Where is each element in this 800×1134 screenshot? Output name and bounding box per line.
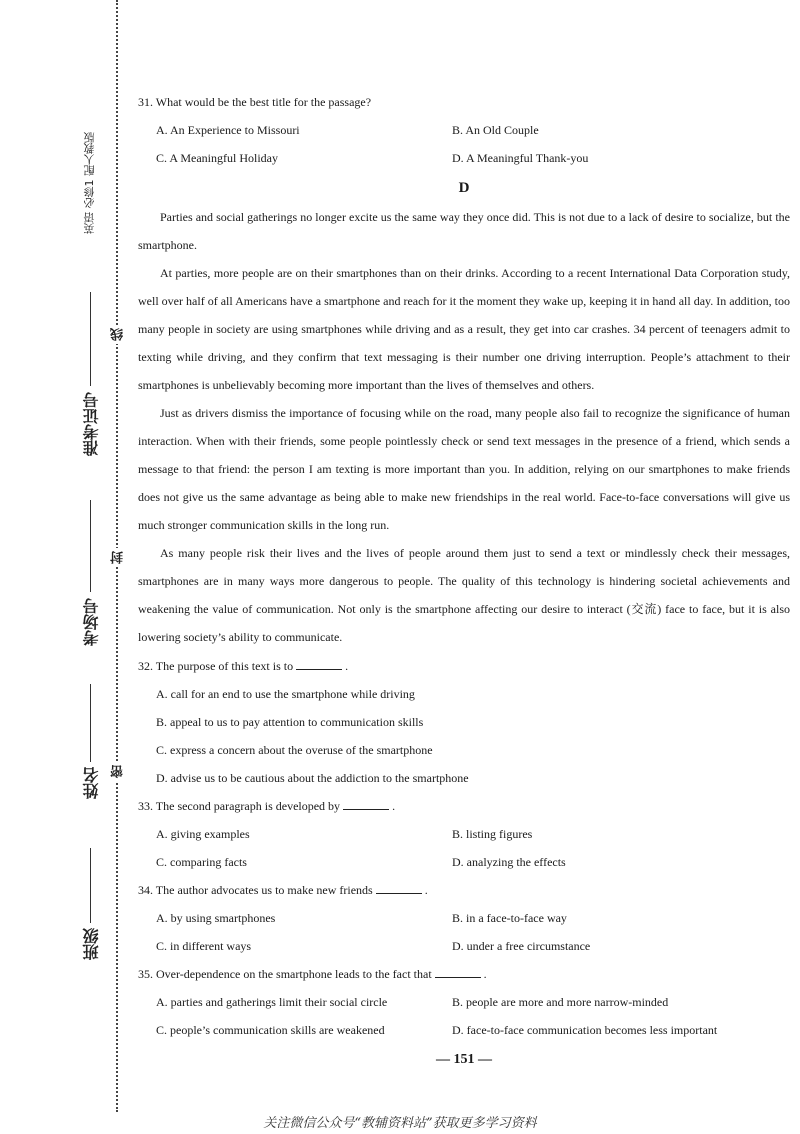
passage-paragraph-2: At parties, more people are on their smartphones than on their drinks. According to a recent International Data Corporation study, well over half of all Americans have a smartphone and reach for it the moment they wake up, keeping it in hand all day. In addition, too many people in society are using smartphones while driving and as a result, they get into car crashes. 34 percent of teenagers admit to texting while driving, and they confirm that text messaging is their number one driving interruption. People’s attachment to their smartphones is unbelievably becoming more important than the lives of themselves and others.: [138, 266, 790, 392]
q31-option-c: C. A Meaningful Holiday: [156, 151, 278, 165]
q31-stem: 31. What would be the best title for the passage?: [138, 95, 372, 109]
passage-paragraph-3: Just as drivers dismiss the importance of focusing while on the road, many people also fail to recognize the significance of human interaction. When with their friends, some people pointlessly check or send text messages in the presence of a friend, which sends a message to that friend: the person I am texting is more important than you. In addition, relying on our smartphones to make friends does not give us the same advantage as being able to make new friendships in the real world. Face-to-face conversations will give us much stronger communication skills in the long run.: [138, 406, 790, 532]
q34-option-b: B. in a face-to-face way: [452, 911, 567, 925]
q32-option-b: B. appeal to us to pay attention to communication skills: [156, 715, 424, 729]
answer-blank: [343, 799, 389, 810]
q35-option-b: B. people are more and more narrow-minded: [452, 995, 669, 1009]
q33-option-d: D. analyzing the effects: [452, 855, 566, 869]
page-number: — 151 —: [436, 1052, 492, 1067]
q32-option-d: D. advise us to be cautious about the addiction to the smartphone: [156, 771, 469, 785]
answer-blank: [435, 967, 481, 978]
q31-option-d: D. A Meaningful Thank-you: [452, 151, 589, 165]
seal-mark-mi: 密: [109, 762, 128, 781]
q32-option-c: C. express a concern about the overuse of the smartphone: [156, 743, 433, 757]
section-heading: D: [458, 180, 470, 196]
field-name-line: [90, 684, 91, 762]
q33-option-c: C. comparing facts: [156, 855, 247, 869]
q34-option-a: A. by using smartphones: [156, 911, 276, 925]
q31-option-b: B. An Old Couple: [452, 123, 539, 137]
field-class-line: [90, 848, 91, 923]
q35-stem: 35. Over-dependence on the smartphone leads to the fact that .: [138, 967, 487, 981]
q34-option-d: D. under a free circumstance: [452, 939, 591, 953]
q32-stem: 32. The purpose of this text is to .: [138, 659, 349, 673]
q33-stem: 33. The second paragraph is developed by .: [138, 799, 396, 813]
q33-option-a: A. giving examples: [156, 827, 250, 841]
q35-option-a: A. parties and gatherings limit their social circle: [156, 995, 388, 1009]
seal-mark-feng: 封: [109, 548, 128, 567]
book-info: 英语 必修1 配人教版: [83, 132, 96, 234]
q31-option-a: A. An Experience to Missouri: [156, 123, 300, 137]
q35-option-d: D. face-to-face communication becomes less important: [452, 1023, 718, 1037]
seal-mark-xian: 线: [109, 325, 128, 344]
field-exam-id-label: 准考证号: [82, 392, 101, 456]
q33-option-b: B. listing figures: [452, 827, 533, 841]
q34-stem: 34. The author advocates us to make new friends .: [138, 883, 428, 897]
passage-paragraph-1: Parties and social gatherings no longer excite us the same way they once did. This is not due to a lack of desire to socialize, but the smartphone.: [138, 210, 790, 252]
q34-option-c: C. in different ways: [156, 939, 252, 953]
passage-paragraph-4: As many people risk their lives and the lives of people around them just to send a text or mindlessly check their messages, smartphones are in many ways more dangerous to people. The quality of this technology is hindering societal achievements and weakening the value of communication. Not only is the smartphone affecting our desire to interact (交流) face to face, but it is also lowering society’s ability to communicate.: [138, 546, 790, 644]
field-exam-room-label: 考场号: [82, 598, 101, 646]
field-exam-room-line: [90, 500, 91, 592]
q32-option-a: A. call for an end to use the smartphone while driving: [156, 687, 415, 701]
field-class-label: 班级: [82, 928, 101, 960]
answer-blank: [376, 883, 422, 894]
field-exam-id-line: [90, 292, 91, 386]
footer-note: 关注微信公众号“教辅资料站”获取更多学习资料: [263, 1116, 537, 1131]
q35-option-c: C. people’s communication skills are weakened: [156, 1023, 385, 1037]
answer-blank: [296, 659, 342, 670]
field-name-label: 姓名: [82, 767, 101, 799]
